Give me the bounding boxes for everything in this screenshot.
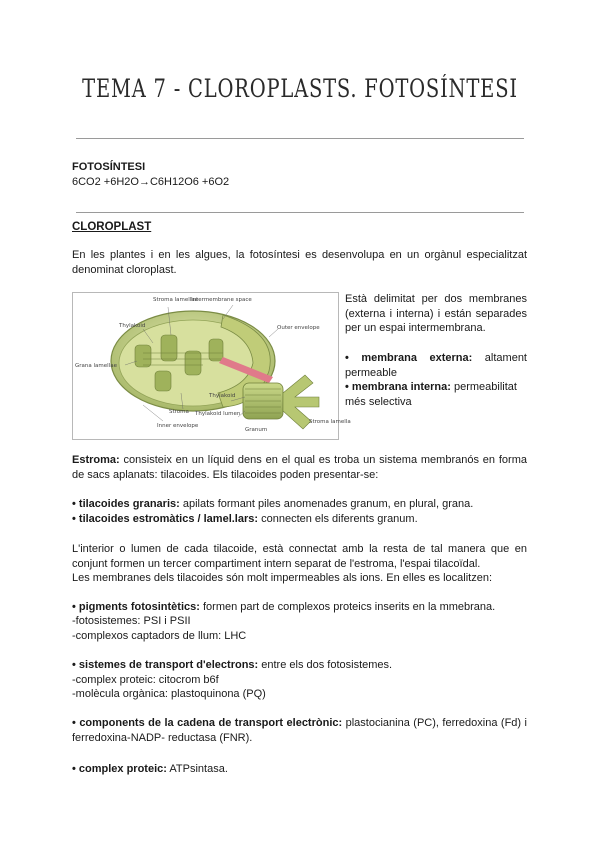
cloroplast-intro: En les plantes i en les algues, la fotosíntesi es desenvolupa en un orgànul especialitzat denominat cloroplast. bbox=[72, 249, 527, 276]
membranes-description: Està delimitat per dos membranes (externa i interna) i están separades per un espai intermembrana. bbox=[345, 293, 527, 334]
label-stroma-lamella: Stroma lamella bbox=[309, 419, 351, 425]
cloroplast-heading: CLOROPLAST bbox=[72, 221, 152, 233]
label-thylakoid-lumen: Thylakoid lumen bbox=[195, 411, 241, 417]
pigments-label: • pigments fotosintètics: bbox=[72, 601, 200, 613]
membrana-interna-text: permeabilitat més selectiva bbox=[345, 381, 517, 408]
membrana-interna-label: • membrana interna: bbox=[345, 381, 451, 393]
membrana-externa-label: • membrana externa: bbox=[345, 352, 473, 364]
components-text: plastocianina (PC), ferredoxina (Fd) i ferredoxina-NADP- reductasa (FNR). bbox=[72, 717, 527, 744]
tilacoides-estromatics-text: connecten els diferents granum. bbox=[258, 513, 418, 525]
fotosintesi-equation: 6CO2 +6H2O→C6H12O6 +6O2 bbox=[72, 176, 230, 188]
chloroplast-illustration bbox=[73, 293, 351, 439]
complex-proteic-label: • complex proteic: bbox=[72, 763, 167, 775]
label-grana-lamellae: Grana lamellae bbox=[75, 363, 117, 369]
label-intermembrane-space: Intermembrane space bbox=[191, 297, 252, 303]
membranes-paragraph: Les membranes dels tilacoides són molt impermeables als ions. En elles es localitzen: bbox=[72, 572, 493, 584]
complex-proteic-item bbox=[72, 762, 527, 777]
estroma-text: consisteix en un líquid dens en el qual es troba un sistema membranós en forma de sacs aplanats: tilacoides. Els tilacoides poden presentar-se: bbox=[72, 454, 527, 481]
pigments-item bbox=[72, 600, 527, 615]
label-inner-envelope: Inner envelope bbox=[157, 423, 199, 429]
tilacoides-granaris-label: • tilacoides granaris: bbox=[72, 498, 180, 510]
membrana-interna bbox=[345, 380, 527, 409]
label-granum: Granum bbox=[245, 427, 268, 433]
fotosintesi-heading: FOTOSÍNTESI bbox=[72, 161, 146, 173]
complex-proteic-text: ATPsintasa. bbox=[166, 763, 228, 775]
transport-sub-2: -molècula orgànica: plastoquinona (PQ) bbox=[72, 688, 266, 700]
granum-detail bbox=[243, 375, 319, 429]
membrana-externa-text: altament permeable bbox=[345, 352, 527, 379]
pigments-text: formen part de complexos proteics inserits en la mmebrana. bbox=[199, 601, 496, 613]
tilacoides-granaris bbox=[72, 497, 527, 512]
estroma-paragraph bbox=[72, 453, 527, 482]
label-outer-envelope: Outer envelope bbox=[277, 325, 320, 331]
transport-sub-1: -complex proteic: citocrom b6f bbox=[72, 674, 219, 686]
tilacoides-estromatics-label: • tilacoides estromàtics / lamel.lars: bbox=[72, 513, 259, 525]
estroma-label: Estroma: bbox=[72, 454, 120, 466]
pigments-sub-2: -complexos captadors de llum: LHC bbox=[72, 630, 247, 642]
page-title: TEMA 7 - CLOROPLASTS. FOTOSÍNTESI bbox=[82, 74, 518, 103]
label-thylakoid-2: Thylakoid bbox=[209, 393, 236, 399]
transport-label: • sistemes de transport d'electrons: bbox=[72, 659, 259, 671]
label-stroma-lamellae: Stroma lamellae bbox=[153, 297, 199, 303]
membrana-externa bbox=[345, 351, 527, 380]
tilacoides-granaris-text: apilats formant piles anomenades granum, en plural, grana. bbox=[179, 498, 474, 510]
label-stroma: Stroma bbox=[169, 409, 189, 415]
pigments-sub-1: -fotosistemes: PSI i PSII bbox=[72, 615, 191, 627]
lumen-paragraph: L'interior o lumen de cada tilacoide, està connectat amb la resta de tal manera que en conjunt formen un tercer compartiment intern separat de l'estroma, l'espai tilacoïdal. bbox=[72, 543, 527, 570]
components-item bbox=[72, 716, 527, 745]
label-thylakoid: Thylakoid bbox=[119, 323, 146, 329]
tilacoides-estromatics bbox=[72, 512, 527, 527]
transport-text: entre els dos fotosistemes. bbox=[258, 659, 393, 671]
divider-top bbox=[76, 138, 524, 139]
transport-item bbox=[72, 658, 527, 673]
divider-middle bbox=[76, 212, 524, 213]
components-label: • components de la cadena de transport electrònic: bbox=[72, 717, 343, 729]
chloroplast-diagram bbox=[72, 292, 351, 440]
